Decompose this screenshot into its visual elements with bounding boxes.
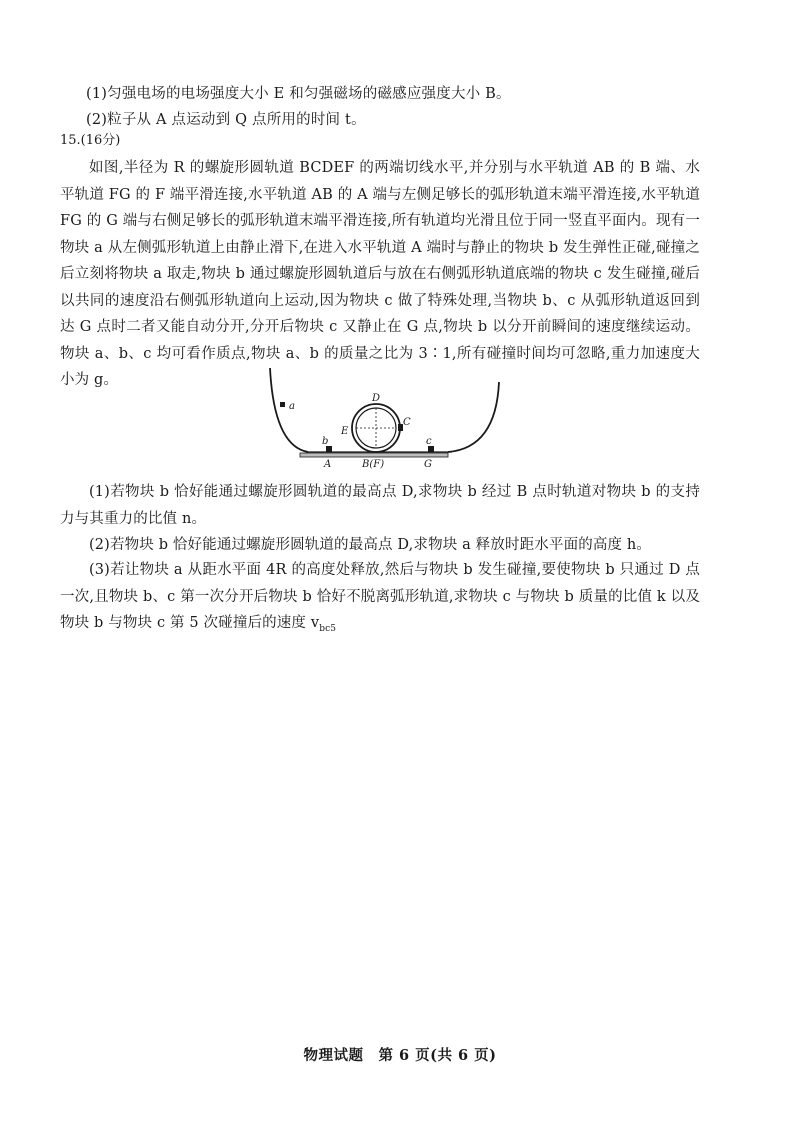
label-A: A [324, 459, 332, 470]
sub-question-2: (2)若物块 b 恰好能通过螺旋形圆轨道的最高点 D,求物块 a 释放时距水平面的高度 h。 [89, 537, 652, 553]
page-footer: 物理试题 第 6 页(共 6 页) [303, 1047, 497, 1064]
label-G: G [424, 459, 432, 470]
problem-number: 15.(16分) [60, 133, 121, 148]
right-arc-track [448, 382, 499, 452]
label-a: a [289, 401, 295, 412]
sub-question-1: (1)若物块 b 恰好能通过螺旋形圆轨道的最高点 D,求物块 b 经过 B 点时轨道对物块 b 的支持力与其重力的比值 n。 [60, 484, 700, 527]
sub-question-3-subscript: bc5 [319, 623, 337, 634]
label-BF: B(F) [362, 459, 385, 470]
ground-base [300, 453, 448, 457]
label-C: C [403, 417, 411, 428]
sub-question-3-text: (3)若让物块 a 从距水平面 4R 的高度处释放,然后与物块 b 发生碰撞,要使物块 b 只通过 D 点一次,且物块 b、c 第一次分开后物块 b 恰好不脱离弧形轨道,求物块 c 与物块 b 质量的比值 k 以及物块 b 与物块 c 第 5 次碰撞后的速度 v [60, 562, 700, 631]
label-c: c [426, 436, 432, 447]
label-E: E [341, 426, 349, 437]
sub-question-3 [60, 557, 700, 642]
label-b: b [322, 436, 329, 447]
question-1-text: (1)匀强电场的电场强度大小 E 和匀强磁场的磁感应强度大小 B。 [86, 86, 511, 102]
track-diagram [262, 364, 512, 476]
label-D: D [372, 393, 381, 404]
problem-statement: 如图,半径为 R 的螺旋形圆轨道 BCDEF 的两端切线水平,并分别与水平轨道 AB 的 B 端、水平轨道 FG 的 F 端平滑连接,水平轨道 AB 的 A 端与左侧足够长的弧形轨道末端平滑连接,水平轨道 FG 的 G 端与右侧足够长的弧形轨道末端平滑连接,所有轨道均光滑且位于同一竖直平面内。现有一物块 a 从左侧弧形轨道上由静止滑下,在进入水平轨道 A 端时与静止的物块 b 发生弹性正碰,碰撞之后立刻将物块 a 取走,物块 b 通过螺旋形圆轨道后与放在右侧弧形轨道底端的物块 c 发生碰撞,碰后以共同的速度沿右侧弧形轨道向上运动,因为物块 c 做了特殊处理,当物块 b、c 从弧形轨道返回到达 G 点时二者又能自动分开,分开后物块 c 又静止在 G 点,物块 b 以分开前瞬间的速度继续运动。物块 a、b、c 均可看作质点,物块 a、b 的质量之比为 3∶1,所有碰撞时间均可忽略,重力加速度大小为 g。 [60, 160, 700, 388]
question-2-text: (2)粒子从 A 点运动到 Q 点所用的时间 t。 [86, 112, 366, 128]
block-a [280, 402, 285, 407]
track-diagram-svg [262, 364, 512, 476]
